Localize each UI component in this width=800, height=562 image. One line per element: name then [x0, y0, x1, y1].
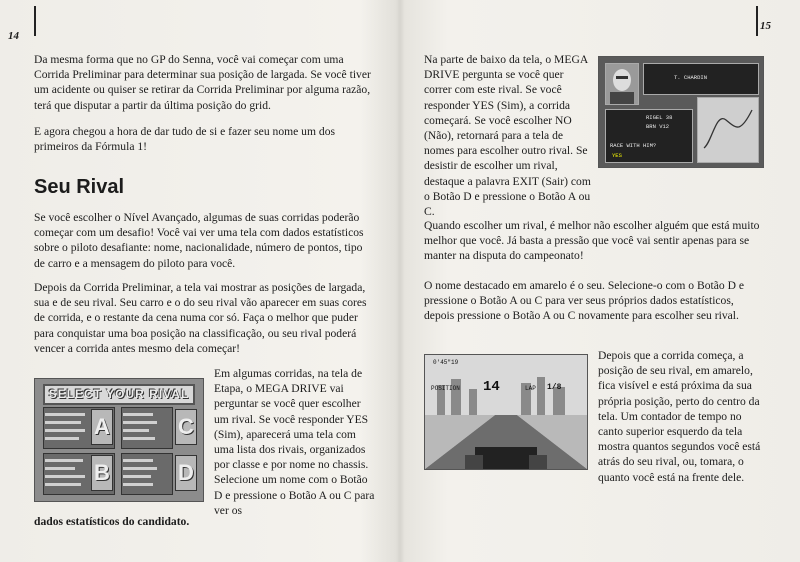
race-scene-icon	[425, 355, 587, 469]
paragraph: Quando escolher um rival, é melhor não escolher alguém que está muito melhor que você. Já basta a pressão que você vai sentir apenas para se manter na disputa do campeonato!	[424, 219, 760, 263]
rival-name-rows-icon	[123, 411, 169, 445]
performance-graph	[697, 97, 759, 163]
second-paragraph: E agora chegou a hora de dar tudo de si e fazer seu nome um dos primeiros da Fórmula 1!	[34, 125, 336, 154]
driver-portrait-icon	[606, 64, 638, 104]
page-number: 15	[760, 20, 771, 32]
intro-paragraph: Da mesma forma que no GP do Senna, você vai começar com uma Corrida Preliminar para determinar sua posição de largada. Se você tiver um acidente ou quiser se retirar da Corrida Preliminar por alguma razão, terá que disputar a partir da última posição do grid.	[34, 53, 371, 112]
paragraph: Na parte de baixo da tela, o MEGA DRIVE pergunta se você quer correr com este rival. Se você responder YES (Sim), a corrida começará. Se você escolher NO (Não), retornará para a tela de nomes para escolher outro rival. Se desistir de escolher um rival, destaque a palavra EXIT (Sair) com o Botão D e pressione o Botão A ou C.	[424, 53, 591, 219]
lap-label: LAP	[525, 385, 536, 392]
left-page	[0, 0, 398, 562]
select-rival-screenshot	[34, 378, 204, 502]
caption-end: dados estatísticos do candidato.	[34, 515, 190, 528]
class-letter: D	[175, 455, 197, 491]
paragraph: Se você escolher o Nível Avançado, algumas de suas corridas poderão começar com um desafio! Você vai ver uma tela com dados estatísticos sobre o piloto desafiante: nome, nacionalidade, número de pontos, tipo de carro e a mensagem do piloto para você.	[34, 211, 364, 270]
race-screenshot	[424, 354, 588, 470]
rival-name-rows-icon	[45, 411, 89, 445]
page-rule	[756, 6, 758, 36]
screen-title: SELECT YOUR RIVAL	[43, 384, 195, 405]
paragraph: Em algumas corridas, na tela de Etapa, o MEGA DRIVE vai perguntar se você quer escolher um rival. Se você responder YES (Sim), aparecerá uma tela com uma lista dos rivais, organizados por classe e por nome no chassis. Selecione um nome com o Botão D e pressione o Botão A ou C para ver os	[214, 367, 375, 517]
section-title: Seu Rival	[34, 176, 125, 198]
race-prompt: RACE WITH HIM?	[610, 142, 657, 149]
paragraph: O nome destacado em amarelo é o seu. Selecione-o com o Botão D e pressione o Botão A ou C para ver seus próprios dados estatísticos, depois pressione o Botão A ou C novamente para escolher seu rival.	[424, 279, 745, 323]
driver-info	[643, 63, 759, 95]
paragraph: Depois que a corrida começa, a posição de seu rival, em amarelo, fica visível e está próxima da sua própria posição, perto do centro da tela. Um contador de tempo no canto superior esquerdo da tela mostra quantos segundos você está atrás do seu rival, ou, tomara, o quanto você está na frente dele.	[598, 349, 761, 484]
race-timer: 0'45"19	[433, 359, 459, 366]
page-rule	[34, 6, 36, 36]
right-page	[402, 0, 800, 562]
position-value: 14	[483, 379, 500, 395]
lap-value: 1/8	[547, 383, 562, 392]
car-engine: BRN V12	[646, 123, 670, 130]
driver-portrait	[605, 63, 639, 105]
paragraph: Depois da Corrida Preliminar, a tela vai mostrar as posições de largada, sua e de seu rival. Seu carro e o do seu rival vão aparecer em suas cores de corrida, e o restante da cena numa cor só. Faça o melhor que puder para conquistar uma boa posição na classificação, ou seu rival poderá vencer a corrida antes mesmo dela começar!	[34, 281, 367, 355]
rival-name-rows-icon	[45, 457, 89, 491]
position-label: POSITION	[431, 385, 460, 392]
graph-curve-icon	[698, 98, 758, 162]
rival-name: T. CHARDIN	[674, 74, 708, 81]
race-answer: YES	[612, 152, 622, 159]
page-number: 14	[8, 30, 19, 42]
rival-name-rows-icon	[123, 457, 169, 491]
class-letter: A	[91, 409, 113, 445]
class-letter: B	[91, 455, 113, 491]
car-chassis: RIGEL 38	[646, 114, 673, 121]
car-data	[605, 109, 693, 163]
class-letter: C	[175, 409, 197, 445]
rival-stats-screenshot	[598, 56, 764, 168]
